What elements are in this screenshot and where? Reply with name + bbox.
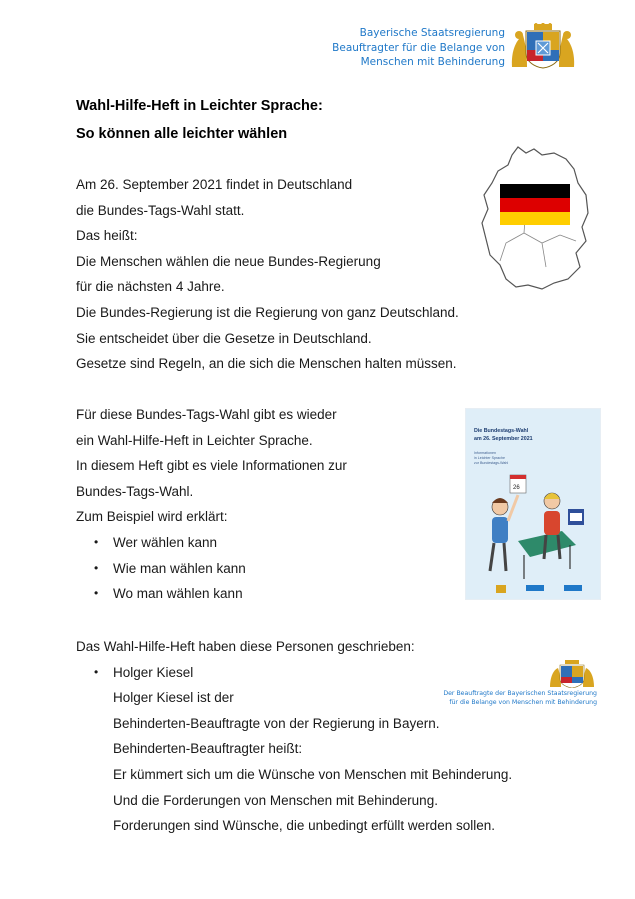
text-line: die Bundes-Tags-Wahl statt. xyxy=(76,202,245,218)
text-line: Gesetze sind Regeln, an die sich die Menschen halten müssen. xyxy=(76,356,457,372)
cover-sub-line: in Leichter Sprache xyxy=(474,456,505,460)
cover-title-line: Die Bundestags-Wahl xyxy=(474,428,529,434)
text-line: Die Menschen wählen die neue Bundes-Regierung xyxy=(76,253,381,269)
list-item: • Wie man wählen kann xyxy=(76,556,347,582)
text-line: Behinderten-Beauftragte von der Regierung in Bayern. xyxy=(113,715,440,731)
authors-paragraph xyxy=(76,634,512,839)
header-line: Beauftragter für die Belange von xyxy=(332,41,505,54)
title-line: Wahl-Hilfe-Heft in Leichter Sprache: xyxy=(76,98,323,114)
small-logo-caption xyxy=(443,690,597,707)
text-line: Er kümmert sich um die Wünsche von Menschen mit Behinderung. xyxy=(113,766,513,782)
booklet-cover-image xyxy=(465,408,601,600)
flag-stripe-gold xyxy=(500,212,570,225)
flag-stripe-red xyxy=(500,198,570,212)
intro-paragraph xyxy=(76,172,459,377)
authors-list xyxy=(76,660,512,686)
text-line: Zum Beispiel wird erklärt: xyxy=(76,509,228,525)
author-description xyxy=(76,685,512,839)
list-item: • Wer wählen kann xyxy=(76,530,347,556)
author-name: • Holger Kiesel xyxy=(76,660,512,686)
text-line: Das Wahl-Hilfe-Heft haben diese Personen geschrieben: xyxy=(76,639,415,654)
calendar-number: 26 xyxy=(513,485,520,491)
header-line: Menschen mit Behinderung xyxy=(360,56,505,68)
title-line: So können alle leichter wählen xyxy=(76,126,288,142)
header-line: Bayerische Staatsregierung xyxy=(359,27,505,39)
page-title xyxy=(76,92,323,148)
bullet-list xyxy=(76,530,347,607)
cover-sub-line: Informationen xyxy=(474,451,496,455)
booklet-paragraph xyxy=(76,402,347,607)
text-line: für die nächsten 4 Jahre. xyxy=(76,279,225,295)
text-line: ein Wahl-Hilfe-Heft in Leichter Sprache. xyxy=(76,432,313,448)
list-item: • Wo man wählen kann xyxy=(76,581,347,607)
cover-sub-line: zur Bundestags-Wahl xyxy=(474,461,509,465)
text-line: Forderungen sind Wünsche, die unbedingt erfüllt werden sollen. xyxy=(113,818,495,834)
text-line: Behinderten-Beauftragter heißt: xyxy=(113,741,303,757)
text-line: Für diese Bundes-Tags-Wahl gibt es wieder xyxy=(76,407,337,422)
text-line: Das heißt: xyxy=(76,228,138,244)
small-coat-of-arms-icon xyxy=(549,660,595,688)
cover-illustration xyxy=(466,409,600,599)
header-authority-name xyxy=(332,26,505,70)
text-line: Sie entscheidet über die Gesetze in Deutschland. xyxy=(76,330,372,346)
bavarian-coat-of-arms-icon xyxy=(509,23,577,69)
text-line: In diesem Heft gibt es viele Informationen zur xyxy=(76,458,347,474)
caption-line: Der Beauftragte der Bayerischen Staatsregierung xyxy=(443,690,597,697)
text-line: Am 26. September 2021 findet in Deutschland xyxy=(76,177,353,192)
flag-stripe-black xyxy=(500,184,570,198)
text-line: Bundes-Tags-Wahl. xyxy=(76,483,194,499)
text-line: Und die Forderungen von Menschen mit Behinderung. xyxy=(113,792,438,808)
text-line: Die Bundes-Regierung ist die Regierung von ganz Deutschland. xyxy=(76,304,459,320)
germany-map-with-flag-icon xyxy=(476,143,594,291)
cover-title-line: am 26. September 2021 xyxy=(474,436,533,442)
text-line: Holger Kiesel ist der xyxy=(113,690,234,706)
caption-line: für die Belange von Menschen mit Behinderung xyxy=(449,698,597,706)
